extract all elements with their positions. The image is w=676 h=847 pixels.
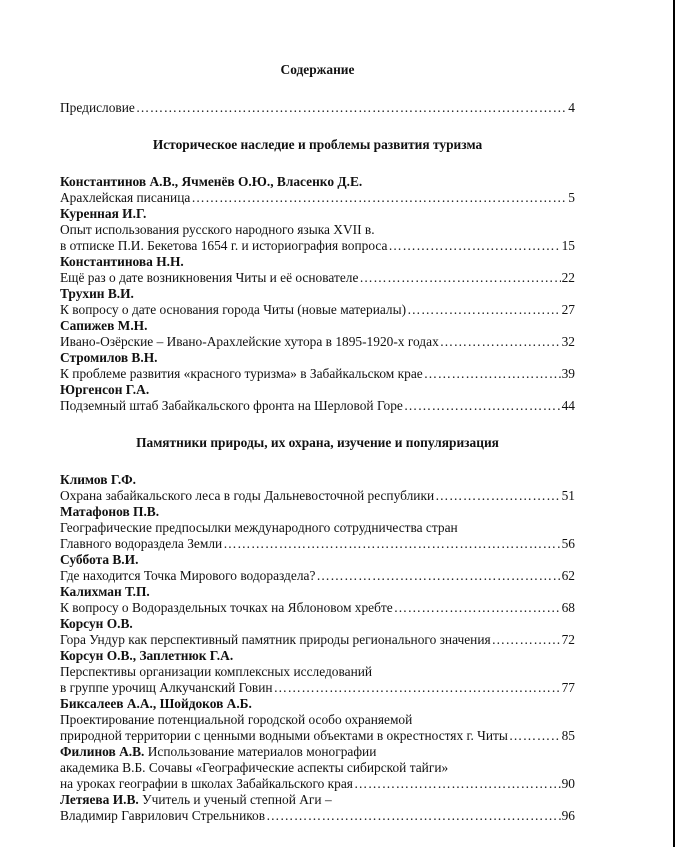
toc-entry (60, 206, 575, 254)
entry-title: Предисловие (60, 100, 135, 115)
entry-title-line: Учитель и ученый степной Аги – (142, 792, 332, 807)
entry-title-line[interactable]: Перспективы организации комплексных исследований (60, 664, 373, 679)
toc-entry (60, 472, 575, 504)
dot-leader (359, 270, 560, 286)
dot-leader (266, 808, 561, 824)
entry-title-line[interactable] (60, 366, 575, 382)
toc-entry (60, 584, 575, 616)
entry-author: Калихман Т.П. (60, 584, 150, 599)
page-number: 22 (561, 270, 575, 285)
entry-author: Стромилов В.Н. (60, 350, 158, 365)
toc-entry (60, 382, 575, 414)
toc-entry (60, 696, 575, 744)
dot-leader (136, 100, 567, 116)
entry-title-line[interactable] (60, 632, 575, 648)
page-number: 77 (561, 680, 575, 695)
section-heading: Памятники природы, их охрана, изучение и популяризация (136, 435, 499, 450)
page-number: 4 (568, 100, 575, 115)
entry-title-line[interactable] (60, 398, 575, 414)
entry-title-line[interactable] (60, 728, 575, 744)
page-number: 32 (561, 334, 575, 349)
entry-title: Гора Ундур как перспективный памятник природы регионального значения (60, 632, 491, 647)
entry-author: Трухин В.И. (60, 286, 134, 301)
page-number: 62 (561, 568, 575, 583)
entry-author: Корсун О.В., Заплетнюк Г.А. (60, 648, 234, 663)
toc-entry (60, 792, 575, 824)
entry-author: Биксалеев А.А., Шойдоков А.Б. (60, 696, 252, 711)
entry-author: Сапижев М.Н. (60, 318, 148, 333)
page-number: 27 (561, 302, 575, 317)
toc-entry (60, 254, 575, 286)
entry-author: Константинов А.В., Ячменёв О.Ю., Власенко Д.Е. (60, 174, 363, 189)
toc-title: Содержание (280, 62, 355, 77)
toc-entry (60, 744, 575, 792)
entry-first-line[interactable] (60, 744, 575, 760)
dot-leader (394, 600, 561, 616)
entry-title: природной территории с ценными водными объектами в окрестностях г. Читы (60, 728, 508, 743)
entry-title: Главного водораздела Земли (60, 536, 223, 551)
dot-leader (435, 488, 560, 504)
dot-leader (424, 366, 561, 382)
toc-entry (60, 504, 575, 552)
entry-title-line[interactable] (60, 536, 575, 552)
entry-title: Ивано-Озёрские – Ивано-Арахлейские хутора в 1895-1920-х годах (60, 334, 439, 349)
page-number: 15 (561, 238, 575, 253)
entry-title: К вопросу о Водораздельных точках на Яблоновом хребте (60, 600, 393, 615)
section-heading: Историческое наследие и проблемы развития туризма (152, 137, 483, 152)
entry-title-line[interactable]: академика В.Б. Сочавы «Географические аспекты сибирской тайги» (60, 760, 449, 775)
dot-leader (440, 334, 561, 350)
page-number: 44 (561, 398, 575, 413)
entry-title-line[interactable] (60, 334, 575, 350)
dot-leader (316, 568, 560, 584)
dot-leader (274, 680, 561, 696)
entry-title: на уроках географии в школах Забайкальского края (60, 776, 353, 791)
dot-leader (404, 398, 561, 414)
page-edge-border (673, 0, 675, 847)
entry-title-line[interactable] (60, 190, 575, 206)
entry-author: Куренная И.Г. (60, 206, 147, 221)
entry-title-line[interactable] (60, 488, 575, 504)
dot-leader (509, 728, 561, 744)
entry-author: Суббота В.И. (60, 552, 139, 567)
entry-title-line[interactable] (60, 600, 575, 616)
dot-leader (354, 776, 561, 792)
entry-title: Владимир Гаврилович Стрельников (60, 808, 266, 823)
entry-first-line[interactable] (60, 792, 575, 808)
toc-entry (60, 286, 575, 318)
dot-leader (388, 238, 560, 254)
entry-title: К проблеме развития «красного туризма» в Забайкальском крае (60, 366, 423, 381)
page-number: 72 (561, 632, 575, 647)
page-number: 51 (561, 488, 575, 503)
entry-author: Юргенсон Г.А. (60, 382, 150, 397)
page-number: 5 (568, 190, 575, 205)
entry-title: Арахлейская писаница (60, 190, 191, 205)
page-number: 90 (561, 776, 575, 791)
entry-title-line[interactable] (60, 568, 575, 584)
toc-entry (60, 318, 575, 350)
entry-title-line[interactable] (60, 302, 575, 318)
entry-author: Константинова Н.Н. (60, 254, 184, 269)
entry-author: Летяева И.В. (60, 792, 139, 807)
page-number: 68 (561, 600, 575, 615)
entry-author: Матафонов П.В. (60, 504, 160, 519)
toc-entry (60, 552, 575, 584)
toc-entry (60, 174, 575, 206)
toc-page (60, 62, 575, 824)
entry-title: К вопросу о дате основания города Читы (новые материалы) (60, 302, 407, 317)
entry-title-line[interactable] (60, 808, 575, 824)
entry-author: Климов Г.Ф. (60, 472, 137, 487)
toc-entry (60, 350, 575, 382)
entry-author: Корсун О.В. (60, 616, 133, 631)
page-number: 85 (561, 728, 575, 743)
entry-title: Где находится Точка Мирового водораздела? (60, 568, 316, 583)
entry-title-line[interactable]: Проектирование потенциальной городской особо охраняемой (60, 712, 413, 727)
dot-leader (191, 190, 567, 206)
entry-title-line[interactable]: Опыт использования русского народного языка XVII в. (60, 222, 375, 237)
entry-title-line[interactable] (60, 776, 575, 792)
page-number: 56 (561, 536, 575, 551)
entry-title: Охрана забайкальского леса в годы Дальневосточной республики (60, 488, 435, 503)
entry-title: в группе урочищ Алкучанский Говин (60, 680, 273, 695)
toc-entry-preface[interactable] (60, 100, 575, 116)
toc-entry (60, 616, 575, 648)
entry-author: Филинов А.В. (60, 744, 145, 759)
dot-leader (492, 632, 561, 648)
entry-title-line[interactable] (60, 680, 575, 696)
entry-title: Подземный штаб Забайкальского фронта на Шерловой Горе (60, 398, 403, 413)
dot-leader (407, 302, 561, 318)
entry-title: в отписке П.И. Бекетова 1654 г. и историография вопроса (60, 238, 388, 253)
page-number: 96 (561, 808, 575, 823)
entry-title-line: Использование материалов монографии (147, 744, 377, 759)
dot-leader (223, 536, 560, 552)
toc-entry (60, 648, 575, 696)
entry-title-line[interactable] (60, 270, 575, 286)
entry-title: Ещё раз о дате возникновения Читы и её основателе (60, 270, 359, 285)
entry-title-line[interactable]: Географические предпосылки международного сотрудничества стран (60, 520, 458, 535)
page-number: 39 (561, 366, 575, 381)
entry-title-line[interactable] (60, 238, 575, 254)
